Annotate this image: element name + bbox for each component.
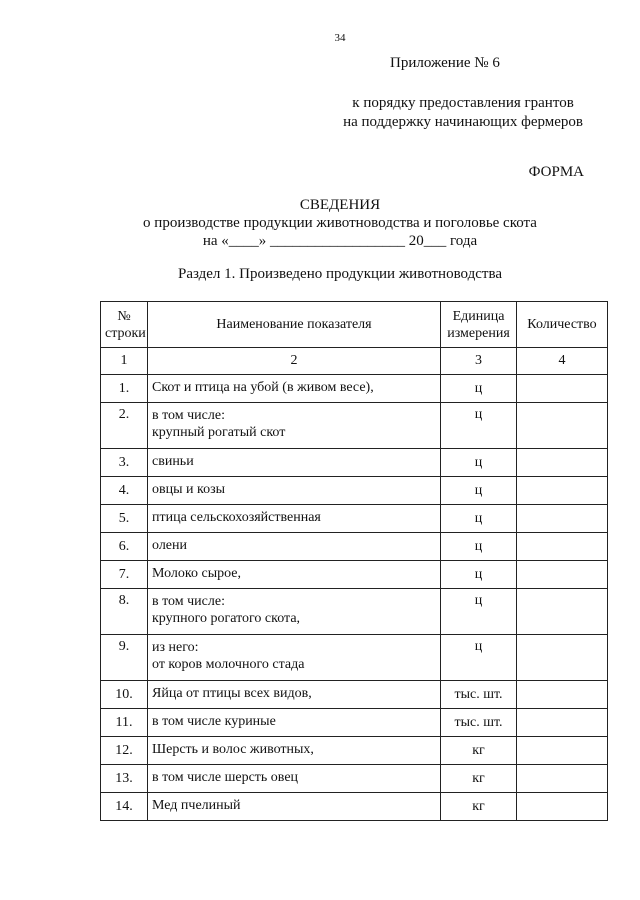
unit-cell: ц xyxy=(441,533,517,561)
column-index: 1 xyxy=(101,348,148,375)
quantity-cell[interactable] xyxy=(517,793,608,821)
column-index: 2 xyxy=(148,348,441,375)
column-index: 3 xyxy=(441,348,517,375)
unit-cell: ц xyxy=(441,635,517,681)
unit-cell: ц xyxy=(441,505,517,533)
unit-cell: ц xyxy=(441,375,517,403)
header-row-number: № строки xyxy=(101,302,148,348)
row-number: 2. xyxy=(101,403,148,449)
unit-cell: кг xyxy=(441,793,517,821)
table-header-row xyxy=(101,302,608,348)
quantity-cell[interactable] xyxy=(517,505,608,533)
indicator-name: Шерсть и волос животных, xyxy=(148,737,441,765)
appendix-line-1: к порядку предоставления грантов xyxy=(352,95,574,111)
table-row xyxy=(101,765,608,793)
row-number: 4. xyxy=(101,477,148,505)
quantity-cell[interactable] xyxy=(517,403,608,449)
header-quantity: Количество xyxy=(517,302,608,348)
form-label: ФОРМА xyxy=(528,164,584,180)
indicator-name: олени xyxy=(148,533,441,561)
table-row xyxy=(101,793,608,821)
quantity-cell[interactable] xyxy=(517,737,608,765)
indicator-name-line: от коров молочного стада xyxy=(152,657,305,672)
unit-cell: тыс. шт. xyxy=(441,709,517,737)
section-title: Раздел 1. Произведено продукции животноводства xyxy=(177,266,503,282)
indicator-name: Молоко сырое, xyxy=(148,561,441,589)
indicator-name: овцы и козы xyxy=(148,477,441,505)
quantity-cell[interactable] xyxy=(517,709,608,737)
row-number: 11. xyxy=(101,709,148,737)
row-number: 6. xyxy=(101,533,148,561)
row-number: 8. xyxy=(101,589,148,635)
quantity-cell[interactable] xyxy=(517,477,608,505)
table-row xyxy=(101,737,608,765)
column-index: 4 xyxy=(517,348,608,375)
row-number: 3. xyxy=(101,449,148,477)
quantity-cell[interactable] xyxy=(517,375,608,403)
appendix-title: Приложение № 6 xyxy=(390,55,500,71)
table-row xyxy=(101,403,608,449)
table-row xyxy=(101,477,608,505)
unit-cell: ц xyxy=(441,561,517,589)
row-number: 9. xyxy=(101,635,148,681)
document-title xyxy=(0,196,640,250)
table-row xyxy=(101,589,608,635)
row-number: 5. xyxy=(101,505,148,533)
table-row xyxy=(101,375,608,403)
column-index-row xyxy=(101,348,608,375)
quantity-cell[interactable] xyxy=(517,635,608,681)
quantity-cell[interactable] xyxy=(517,533,608,561)
unit-cell: ц xyxy=(441,589,517,635)
doc-date-line: на «____» __________________ 20___ года xyxy=(202,233,478,249)
unit-cell: ц xyxy=(441,477,517,505)
page-number: 34 xyxy=(334,32,346,44)
row-number: 14. xyxy=(101,793,148,821)
indicator-name xyxy=(148,403,441,449)
row-number: 10. xyxy=(101,681,148,709)
indicator-name: Яйца от птицы всех видов, xyxy=(148,681,441,709)
table-row xyxy=(101,635,608,681)
row-number: 1. xyxy=(101,375,148,403)
indicator-name-line: крупного рогатого скота, xyxy=(152,611,301,626)
table-row xyxy=(101,533,608,561)
indicator-name: в том числе шерсть овец xyxy=(148,765,441,793)
quantity-cell[interactable] xyxy=(517,561,608,589)
indicator-name-line: крупный рогатый скот xyxy=(152,425,286,440)
appendix-subtitle xyxy=(343,94,583,132)
unit-cell: ц xyxy=(441,403,517,449)
unit-cell: кг xyxy=(441,737,517,765)
quantity-cell[interactable] xyxy=(517,449,608,477)
doc-subtitle: о производстве продукции животноводства и поголовье скота xyxy=(143,215,537,231)
table-row xyxy=(101,561,608,589)
table-row xyxy=(101,681,608,709)
indicator-name: в том числе куриные xyxy=(148,709,441,737)
unit-cell: тыс. шт. xyxy=(441,681,517,709)
indicator-name-line: из него: xyxy=(152,640,199,655)
indicator-name: Мед пчелиный xyxy=(148,793,441,821)
indicator-name-line: в том числе: xyxy=(152,408,225,423)
row-number: 7. xyxy=(101,561,148,589)
header-indicator-name: Наименование показателя xyxy=(148,302,441,348)
row-number: 13. xyxy=(101,765,148,793)
production-table xyxy=(100,301,608,821)
indicator-name xyxy=(148,589,441,635)
indicator-name: свиньи xyxy=(148,449,441,477)
row-number: 12. xyxy=(101,737,148,765)
unit-cell: ц xyxy=(441,449,517,477)
header-unit: Единица измерения xyxy=(441,302,517,348)
table-row xyxy=(101,709,608,737)
table-row xyxy=(101,505,608,533)
unit-cell: кг xyxy=(441,765,517,793)
quantity-cell[interactable] xyxy=(517,765,608,793)
indicator-name xyxy=(148,635,441,681)
quantity-cell[interactable] xyxy=(517,589,608,635)
appendix-line-2: на поддержку начинающих фермеров xyxy=(343,114,583,130)
quantity-cell[interactable] xyxy=(517,681,608,709)
table-row xyxy=(101,449,608,477)
doc-heading: СВЕДЕНИЯ xyxy=(299,197,381,213)
indicator-name: Скот и птица на убой (в живом весе), xyxy=(148,375,441,403)
indicator-name-line: в том числе: xyxy=(152,594,225,609)
indicator-name: птица сельскохозяйственная xyxy=(148,505,441,533)
